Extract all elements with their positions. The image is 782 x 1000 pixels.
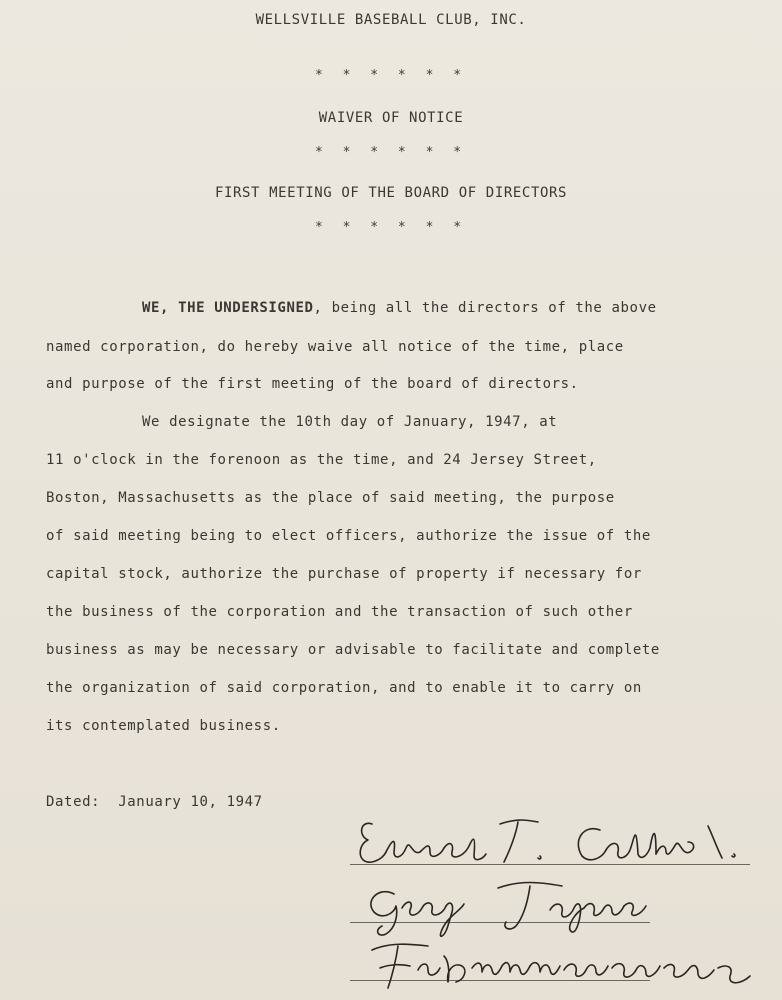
signature-george-toporcer	[371, 883, 646, 937]
paragraph-2-line: its contemplated business.	[46, 718, 281, 734]
dated-line	[46, 794, 263, 810]
separator-stars: * * * * * *	[314, 68, 468, 83]
signature-frank-simmons	[372, 944, 750, 988]
undersigned-lead: WE, THE UNDERSIGNED	[142, 300, 314, 316]
dated-label: Dated:	[46, 794, 101, 810]
paragraph-2-line: capital stock, authorize the purchase of property if necessary for	[46, 566, 642, 582]
signature-edward-collins	[360, 820, 735, 862]
paragraph-1-line-2: named corporation, do hereby waive all notice of the time, place	[46, 339, 624, 355]
paragraph-2-line: Boston, Massachusetts as the place of said meeting, the purpose	[46, 490, 615, 506]
separator-stars: * * * * * *	[314, 220, 468, 235]
handwritten-signatures	[350, 800, 782, 1000]
paragraph-2-line: We designate the 10th day of January, 1947, at	[142, 414, 558, 430]
paragraph-2-line: business as may be necessary or advisable to facilitate and complete	[46, 642, 660, 658]
document-title: WAIVER OF NOTICE	[318, 110, 464, 126]
signature-block	[350, 800, 782, 1000]
meeting-subtitle: FIRST MEETING OF THE BOARD OF DIRECTORS	[214, 185, 568, 201]
paragraph-2-line: the organization of said corporation, and to enable it to carry on	[46, 680, 642, 696]
dated-value: January 10, 1947	[118, 794, 263, 810]
paragraph-1-line-1-rest: , being all the directors of the above	[313, 300, 657, 316]
paragraph-2-line: of said meeting being to elect officers, authorize the issue of the	[46, 528, 651, 544]
paragraph-2-line: the business of the corporation and the transaction of such other	[46, 604, 633, 620]
club-name-header: WELLSVILLE BASEBALL CLUB, INC.	[255, 12, 527, 28]
paragraph-1-line-3: and purpose of the first meeting of the board of directors.	[46, 376, 579, 392]
paragraph-2-line: 11 o'clock in the forenoon as the time, and 24 Jersey Street,	[46, 452, 597, 468]
separator-stars: * * * * * *	[314, 145, 468, 160]
paragraph-1-line-1	[142, 300, 657, 316]
